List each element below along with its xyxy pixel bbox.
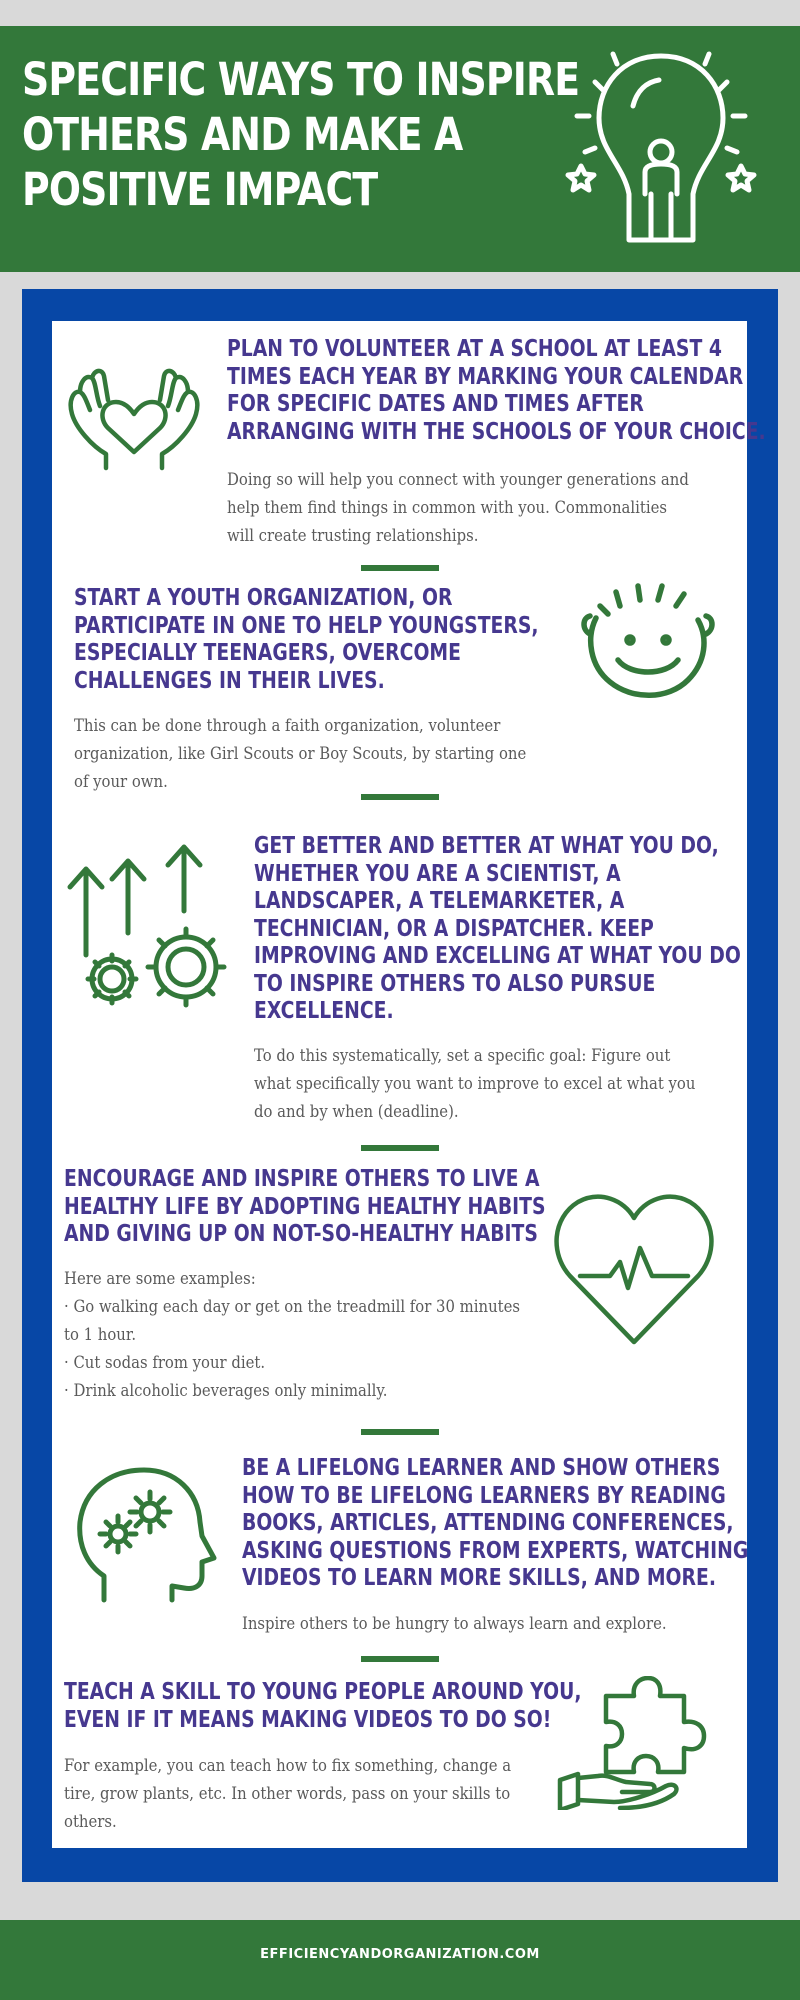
tip-body: This can be done through a faith organization, volunteer organization, like Girl Scouts or Boy Scouts, by starting one of your own. — [74, 716, 527, 791]
section-divider — [361, 1429, 439, 1435]
gears-arrows-icon — [62, 843, 232, 1013]
section-divider — [361, 1145, 439, 1151]
hands-heart-icon — [62, 356, 206, 476]
tip-body: Inspire others to be hungry to always learn and explore. — [242, 1614, 667, 1633]
section-divider — [361, 565, 439, 571]
title-line: POSITIVE IMPACT — [22, 163, 378, 216]
hand-puzzle-icon — [556, 1676, 720, 1810]
footer-site-link[interactable]: EFFICIENCYANDORGANIZATION.COM — [260, 1947, 540, 1962]
tip-heading: ENCOURAGE AND INSPIRE OTHERS TO LIVE A HEALTHY LIFE BY ADOPTING HEALTHY HABITS AND GIVING UP ON NOT-SO-HEALTHY HABITS — [64, 1164, 546, 1247]
lightbulb-person-icon — [555, 44, 767, 256]
smiley-face-icon — [580, 578, 716, 708]
tip-heading: GET BETTER AND BETTER AT WHAT YOU DO, WHETHER YOU ARE A SCIENTIST, A LANDSCAPER, A TELEMARKETER, A TECHNICIAN, OR A DISPATCHER. KEEP IMPROVING AND EXCELLING AT WHAT YOU DO TO INSPIRE OTHERS TO ALSO PURSUE EXCELLENCE. — [254, 831, 741, 1024]
title-line: OTHERS AND MAKE A — [22, 108, 463, 161]
tip-heading: BE A LIFELONG LEARNER AND SHOW OTHERS HOW TO BE LIFELONG LEARNERS BY READING BOOKS, ARTICLES, ATTENDING CONFERENCES, ASKING QUESTIONS FROM EXPERTS, WATCHING VIDEOS TO LEARN MORE SKILLS, AND MORE. — [242, 1453, 749, 1591]
title-line: SPECIFIC WAYS TO INSPIRE — [22, 53, 580, 106]
section-divider — [361, 1656, 439, 1662]
head-gears-icon — [76, 1464, 218, 1604]
section-divider — [361, 794, 439, 800]
page-title — [22, 52, 580, 217]
tip-heading: START A YOUTH ORGANIZATION, OR PARTICIPATE IN ONE TO HELP YOUNGSTERS, ESPECIALLY TEENAGERS, OVERCOME CHALLENGES IN THEIR LIVES. — [74, 583, 539, 694]
tip-heading: PLAN TO VOLUNTEER AT A SCHOOL AT LEAST 4 TIMES EACH YEAR BY MARKING YOUR CALENDAR FOR SPECIFIC DATES AND TIMES AFTER ARRANGING WITH THE SCHOOLS OF YOUR CHOICE. — [227, 334, 766, 445]
tip-heading: TEACH A SKILL TO YOUNG PEOPLE AROUND YOU, EVEN IF IT MEANS MAKING VIDEOS TO DO SO! — [64, 1677, 582, 1733]
tip-body: For example, you can teach how to fix something, change a tire, grow plants, etc. In other words, pass on your skills to others. — [64, 1756, 512, 1831]
tip-body: Here are some examples: · Go walking each day or get on the treadmill for 30 minutes to 1 hour. · Cut sodas from your diet. · Drink alcoholic beverages only minimally. — [64, 1269, 521, 1400]
tip-body: Doing so will help you connect with younger generations and help them find things in common with you. Commonalities will create trusting relationships. — [227, 470, 689, 545]
heartbeat-icon — [548, 1190, 720, 1350]
tip-body: To do this systematically, set a specific goal: Figure out what specifically you want to improve to excel at what you do and by when (deadline). — [254, 1046, 696, 1121]
